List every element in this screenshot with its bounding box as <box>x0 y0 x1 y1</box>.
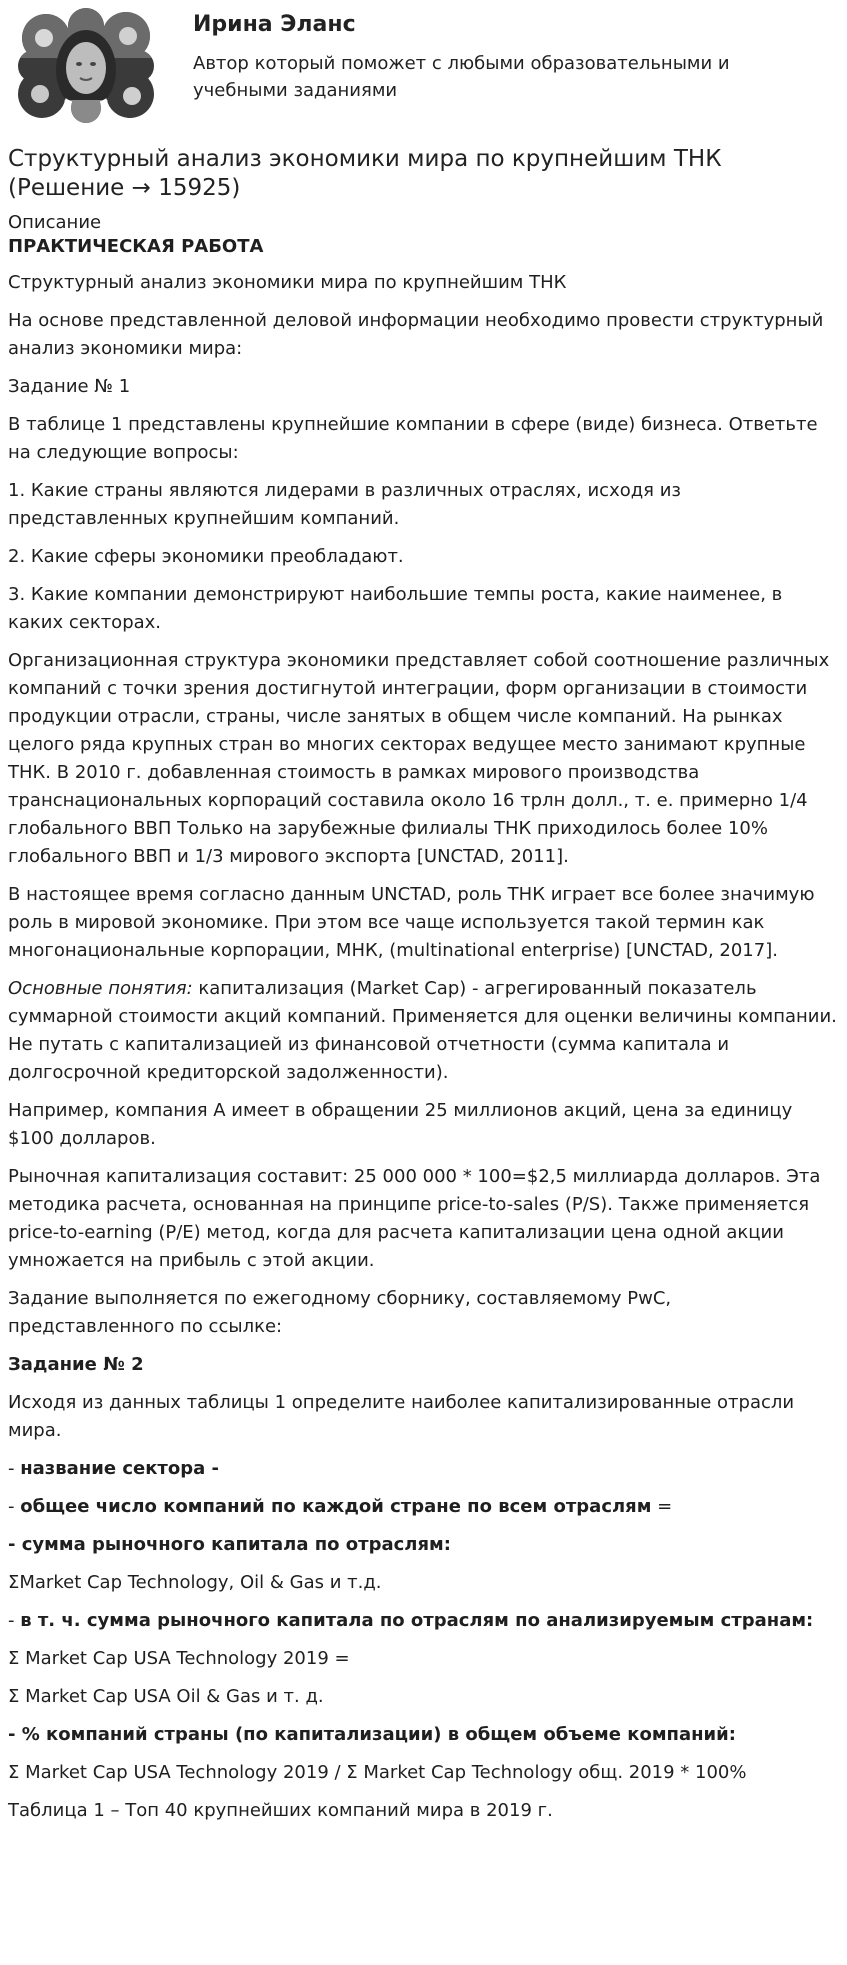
paragraph: В таблице 1 представлены крупнейшие компании в сфере (виде) бизнеса. Ответьте на следующие вопросы: <box>8 414 818 463</box>
paragraph: Организационная структура экономики представляет собой соотношение различных компаний с точки зрения достигнутой интеграции, форм организации в стоимости продукции отрасли, страны, числе занятых в общем числе компаний. На рынках целого ряда крупных стран во многих секторах ведущее место занимают крупные ТНК. В 2010 г. добавленная стоимость в рамках мирового производства транснациональных корпораций составила около 16 трлн долл., т. е. примерно 1/4 глобального ВВП Только на зарубежные филиалы ТНК приходилось более 10% глобального ВВП и 1/3 мирового экспорта [UNCTAD, 2011]. <box>8 650 830 867</box>
page-title: Структурный анализ экономики мира по крупнейшим ТНК (Решение → 15925) <box>8 146 722 201</box>
author-description: Автор который поможет с любыми образовательными и учебными заданиями <box>193 53 730 101</box>
list-item-bold: название сектора - <box>20 1458 219 1479</box>
formula: Σ Market Cap USA Technology 2019 / Σ Market Cap Technology общ. 2019 * 100% <box>8 1762 747 1783</box>
paragraph: Структурный анализ экономики мира по крупнейшим ТНК <box>8 272 567 293</box>
question-3: 3. Какие компании демонстрируют наибольшие темпы роста, какие наименее, в каких секторах. <box>8 584 783 633</box>
list-dash: - <box>8 1496 21 1517</box>
author-avatar-icon[interactable] <box>16 8 156 123</box>
author-name[interactable]: Ирина Эланс <box>193 12 356 37</box>
list-item <box>8 1455 839 1483</box>
paragraph: Задание № 1 <box>8 376 131 397</box>
list-item-bold: в т. ч. сумма рыночного капитала по отраслям по анализируемым странам: <box>20 1610 814 1631</box>
paragraph <box>8 975 839 1087</box>
paragraph: Исходя из данных таблицы 1 определите наиболее капитализированные отрасли мира. <box>8 1392 795 1441</box>
list-item: - сумма рыночного капитала по отраслям: <box>8 1534 451 1555</box>
list-item <box>8 1607 839 1635</box>
question-2: 2. Какие сферы экономики преобладают. <box>8 546 404 567</box>
list-item-text: = <box>651 1496 673 1517</box>
paragraph: Например, компания А имеет в обращении 25 миллионов акций, цена за единицу $100 долларов. <box>8 1100 793 1149</box>
paragraph: Рыночная капитализация составит: 25 000 000 * 100=$2,5 миллиарда долларов. Эта методика расчета, основанная на принципе price-to-sales (P/S). Также применяется price-to-earning (P/E) метод, когда для расчета капитализации цена одной акции умножается на прибыль с этой акции. <box>8 1166 821 1271</box>
description-body <box>8 269 839 1825</box>
author-block <box>8 0 839 128</box>
question-1: 1. Какие страны являются лидерами в различных отраслях, исходя из представленных крупнейшим компаний. <box>8 480 681 529</box>
list-item-bold: общее число компаний по каждой стране по всем отраслям <box>20 1496 652 1517</box>
basic-concepts-label: Основные понятия: <box>8 978 193 999</box>
table-caption: Таблица 1 – Топ 40 крупнейших компаний мира в 2019 г. <box>8 1800 553 1821</box>
formula: ΣMarket Cap Technology, Oil & Gas и т.д. <box>8 1572 382 1593</box>
list-dash: - <box>8 1458 21 1479</box>
task-2-heading: Задание № 2 <box>8 1354 144 1375</box>
paragraph: В настоящее время согласно данным UNCTAD, роль ТНК играет все более значимую роль в мировой экономике. При этом все чаще используется такой термин как многонациональные корпорации, МНК, (multinational enterprise) [UNCTAD, 2017]. <box>8 884 815 961</box>
description-label: Описание <box>8 212 102 233</box>
formula: Σ Market Cap USA Oil & Gas и т. д. <box>8 1686 324 1707</box>
paragraph: На основе представленной деловой информации необходимо провести структурный анализ экономики мира: <box>8 310 824 359</box>
paragraph: Задание выполняется по ежегодному сборнику, составляемому PwC, представленного по ссылке: <box>8 1288 672 1337</box>
list-item <box>8 1493 839 1521</box>
formula: Σ Market Cap USA Technology 2019 = <box>8 1648 350 1669</box>
list-dash: - <box>8 1610 21 1631</box>
paragraph-text: капитализация (Market Cap) - агрегированный показатель суммарной стоимости акций компаний. Применяется для оценки величины компании. Не путать с капитализацией из финансовой отчетности (сумма капитала и долгосрочной кредиторской задолженности). <box>8 978 837 1083</box>
list-item: - % компаний страны (по капитализации) в общем объеме компаний: <box>8 1724 736 1745</box>
work-title: ПРАКТИЧЕСКАЯ РАБОТА <box>8 236 264 257</box>
